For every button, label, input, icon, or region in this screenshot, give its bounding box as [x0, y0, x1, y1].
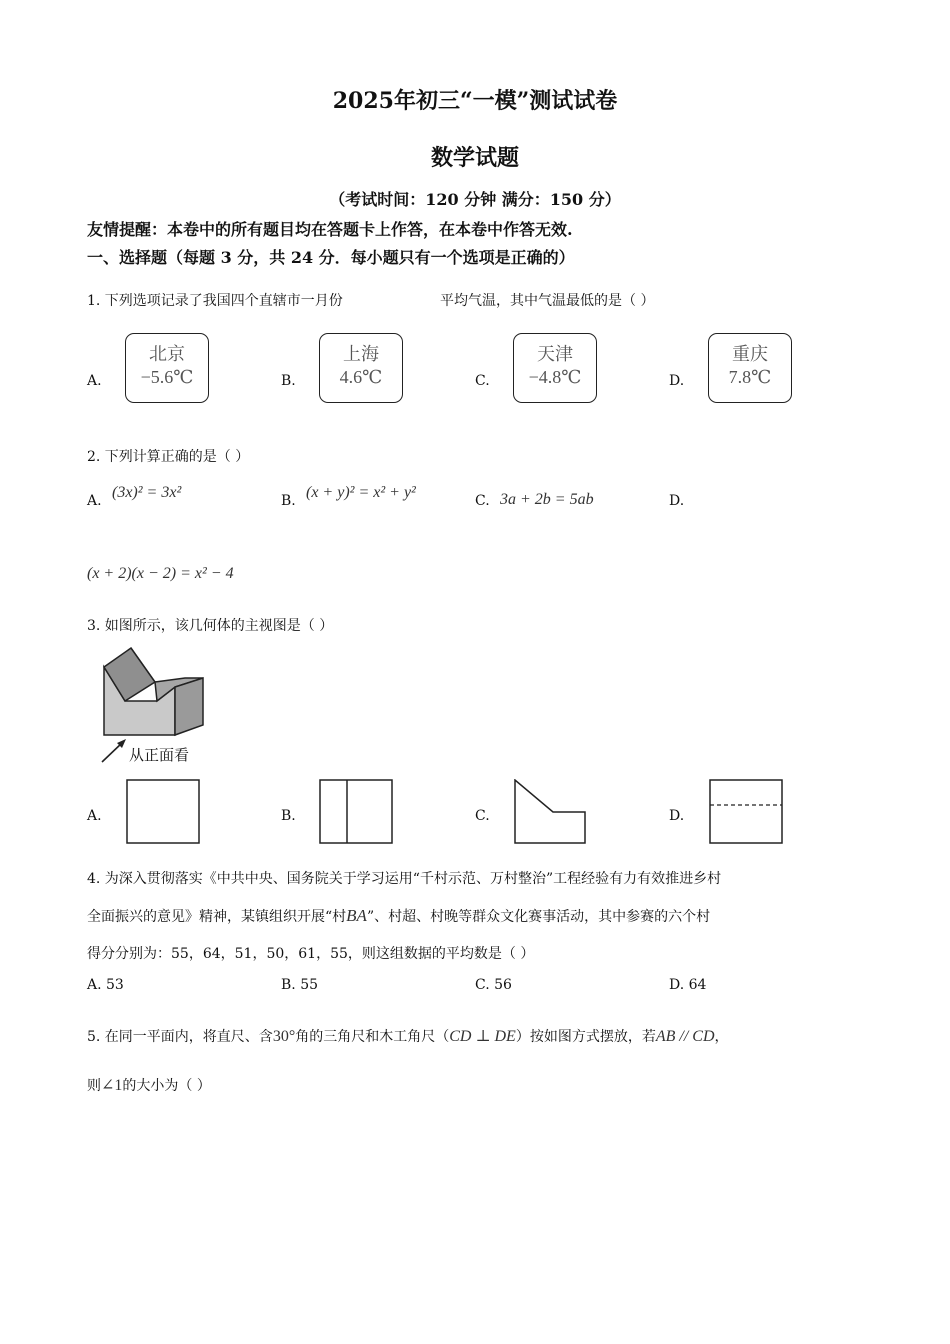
q1-label-d: D.	[669, 373, 685, 389]
q1-card-chongqing	[708, 333, 792, 403]
q5-math-parallel: AB // CD	[655, 1028, 715, 1045]
q4-line3: 得分分别为：55，64，51，50，61，55，则这组数据的平均数是（ ）	[87, 946, 535, 962]
q4-option-b: B. 55	[281, 977, 319, 993]
q3-label-b: B.	[281, 808, 296, 824]
q3-label-c: C.	[475, 808, 490, 824]
q1-label-a: A.	[87, 373, 102, 389]
city-temp: 4.6℃	[339, 367, 383, 387]
q3-label-d: D.	[669, 808, 685, 824]
q3-text: 3. 如图所示，该几何体的主视图是（ ）	[87, 618, 334, 634]
city-name: 重庆	[732, 344, 768, 364]
q5-l2-a: 则	[87, 1078, 101, 1094]
q3-option-b-figure	[319, 779, 395, 845]
q1-card-beijing	[125, 333, 209, 403]
city-name: 天津	[537, 344, 573, 364]
q2-text: 2. 下列计算正确的是（ ）	[87, 449, 250, 465]
q4-line2-b: ”、村超、村晚等群众文化赛事活动，其中参赛的六个村	[366, 909, 711, 925]
subject-title: 数学试题	[430, 145, 519, 171]
q4-math-ba: BA	[346, 906, 367, 925]
q3-option-d-figure	[709, 779, 785, 845]
q2-label-c: C.	[475, 493, 490, 509]
q2-expr-d: (x + 2)(x − 2) = x² − 4	[87, 565, 234, 582]
q3-label-a: A.	[87, 808, 102, 824]
q5-line2	[87, 1075, 211, 1095]
section-heading: 一、选择题（每题 3 分，共 24 分．每小题只有一个选项是正确的）	[87, 248, 575, 267]
q3-option-c-figure	[514, 779, 590, 845]
q2-label-b: B.	[281, 493, 296, 509]
q5-l1-c: ）按如图方式摆放，若	[515, 1029, 656, 1045]
city-name: 上海	[343, 344, 379, 364]
exam-info: （考试时间：120 分钟 满分：150 分）	[329, 190, 621, 209]
q2-expr-a: (3x)² = 3x²	[112, 484, 182, 501]
q5-math-30deg: 30°	[272, 1028, 296, 1045]
city-temp: −5.6℃	[140, 367, 194, 387]
q5-l1-b: 角的三角尺和木工角尺（	[295, 1029, 450, 1045]
q5-math-perp: CD ⊥ DE	[449, 1028, 516, 1045]
q5-math-angle1: ∠1	[101, 1077, 123, 1094]
q1-text-a: 1. 下列选项记录了我国四个直辖市一月份	[87, 293, 343, 309]
q1-label-c: C.	[475, 373, 490, 389]
q4-option-d: D. 64	[669, 977, 707, 993]
q5-line1	[87, 1026, 729, 1046]
q2-expr-c: 3a + 2b = 5ab	[500, 491, 594, 508]
city-temp: −4.8℃	[528, 367, 582, 387]
q2-label-d: D.	[669, 493, 685, 509]
q2-expr-b: (x + y)² = x² + y²	[306, 484, 416, 501]
q4-option-a: A. 53	[87, 977, 124, 993]
q4-option-c: C. 56	[475, 977, 512, 993]
q4-line2	[87, 906, 710, 926]
reminder: 友情提醒：本卷中的所有题目均在答题卡上作答，在本卷中作答无效.	[87, 220, 573, 239]
q5-l2-b: 的大小为（ ）	[122, 1078, 211, 1094]
q1-label-b: B.	[281, 373, 296, 389]
q1-card-tianjin	[513, 333, 597, 403]
q5-l1-a: 5. 在同一平面内，将直尺、含	[87, 1029, 273, 1045]
q5-l1-d: ，	[714, 1029, 729, 1045]
q3-view-label: 从正面看	[129, 746, 190, 764]
q4-line1: 4. 为深入贯彻落实《中共中央、国务院关于学习运用“千村示范、万村整治”工程经验有力有效推进乡村	[87, 871, 722, 887]
q1-text-b: 平均气温，其中气温最低的是（ ）	[440, 293, 655, 309]
q3-option-a-figure	[126, 779, 202, 845]
q1-card-shanghai	[319, 333, 403, 403]
city-temp: 7.8℃	[728, 367, 772, 387]
city-name: 北京	[149, 344, 185, 364]
q2-label-a: A.	[87, 493, 102, 509]
exam-title: 2025年初三“一模”测试试卷	[332, 88, 618, 114]
q4-line2-a: 全面振兴的意见》精神，某镇组织开展“村	[87, 909, 347, 925]
